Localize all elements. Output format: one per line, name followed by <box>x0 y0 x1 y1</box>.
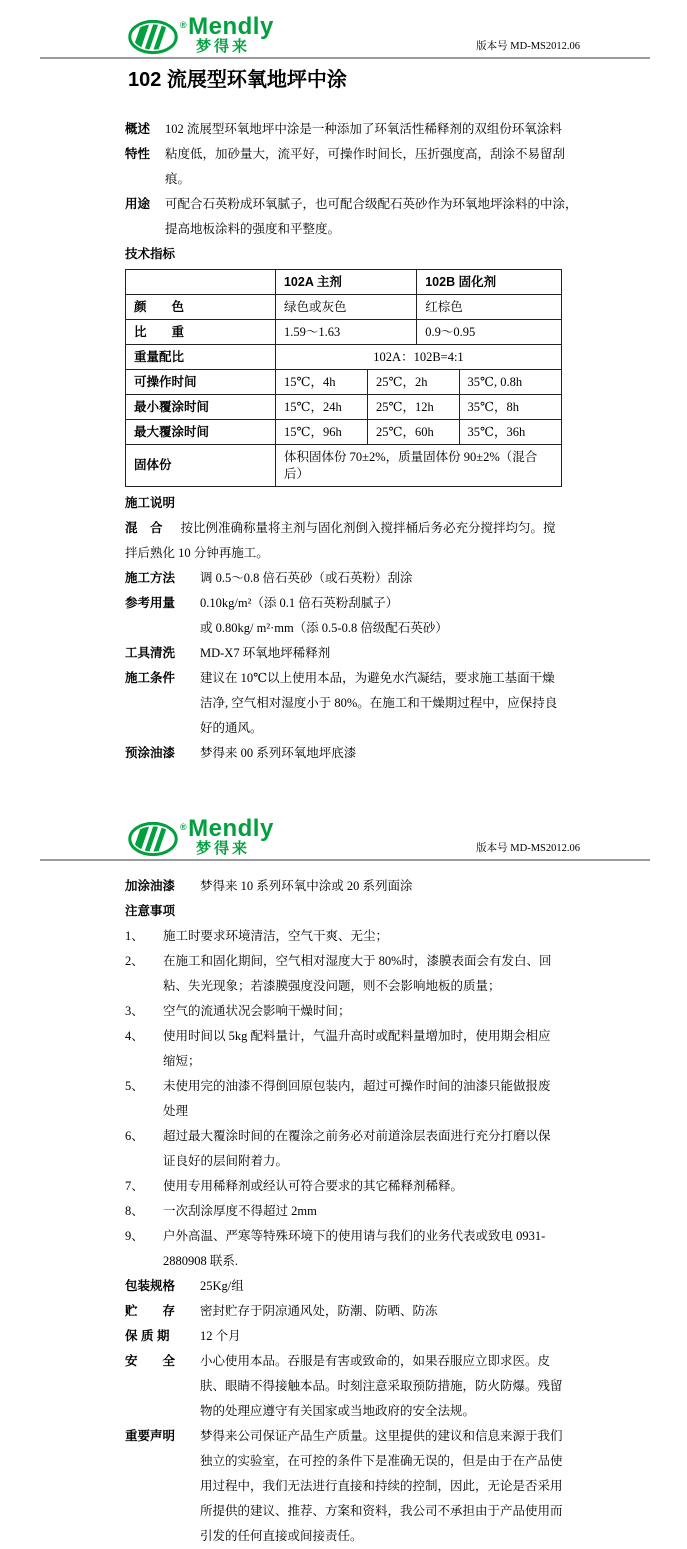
mixing-label: 混 合 <box>125 521 163 535</box>
dosage-row <box>125 591 565 641</box>
cleaning-text: MD-X7 环氧地坪稀释剂 <box>200 646 331 660</box>
mendly-logo-icon <box>128 821 178 857</box>
min-recoat-label-cell: 最小覆涂时间 <box>126 395 276 420</box>
list-item <box>125 1174 565 1199</box>
shelf-life-label: 保 质 期 <box>125 1329 170 1343</box>
method-label: 施工方法 <box>125 571 176 585</box>
color-a-cell: 绿色或灰色 <box>275 295 416 320</box>
list-item <box>125 924 565 949</box>
note-number: 9、 <box>125 1229 144 1243</box>
note-text: 户外高温、严寒等特殊环境下的使用请与我们的业务代表或致电 0931-2880908 联系. <box>163 1229 546 1268</box>
features-label: 特性 <box>125 147 151 161</box>
brand-text <box>180 815 274 858</box>
max-recoat-35c-cell: 35℃，36h <box>459 420 561 445</box>
table-row-color <box>126 295 562 320</box>
color-label-cell: 颜 色 <box>126 295 276 320</box>
list-item <box>125 949 565 999</box>
pot-life-label-cell: 可操作时间 <box>126 370 276 395</box>
note-text: 空气的流通状况会影响干燥时间； <box>163 1004 351 1018</box>
max-recoat-label-cell: 最大覆涂时间 <box>126 420 276 445</box>
note-number: 2、 <box>125 954 144 968</box>
shelf-life-row <box>125 1324 565 1349</box>
page-2-header <box>0 802 687 858</box>
method-row <box>125 566 565 591</box>
version-label: 版本号 MD-MS2012.06 <box>476 843 580 854</box>
list-item <box>125 999 565 1024</box>
min-recoat-15c-cell: 15℃，24h <box>275 395 367 420</box>
packaging-label: 包装规格 <box>125 1279 176 1293</box>
table-row-min-recoat <box>126 395 562 420</box>
max-recoat-15c-cell: 15℃，96h <box>275 420 367 445</box>
dosage-line-2: 或 0.80kg/ m²·mm（添 0.5-0.8 倍级配石英砂） <box>200 621 448 635</box>
note-text: 施工时要求环境清洁，空气干爽、无尘； <box>163 929 389 943</box>
version-label: 版本号 MD-MS2012.06 <box>476 41 580 52</box>
usage-text: 可配合石英粉成环氧腻子，也可配合级配石英砂作为环氧地坪涂料的中涂，提高地板涂料的强度和平整度。 <box>165 197 578 236</box>
list-item <box>125 1199 565 1224</box>
overview-text: 102 流展型环氧地坪中涂是一种添加了环氧活性稀释剂的双组份环氧涂料 <box>165 122 562 136</box>
note-text: 在施工和固化期间，空气相对湿度大于 80%时，漆膜表面会有发白、回粘、失光现象；若漆膜强度没问题，则不会影响地板的质量； <box>163 954 552 993</box>
primer-row <box>125 741 565 766</box>
list-item <box>125 1124 565 1174</box>
note-number: 1、 <box>125 929 144 943</box>
statement-row <box>125 1424 565 1549</box>
intro-section <box>125 117 578 242</box>
topcoat-row <box>125 874 565 899</box>
brand-text <box>180 13 274 56</box>
method-text: 调 0.5～0.8 倍石英砂（或石英粉）刮涂 <box>200 571 413 585</box>
note-text: 超过最大覆涂时间的在覆涂之前务必对前道涂层表面进行充分打磨以保证良好的层间附着力。 <box>163 1129 551 1168</box>
table-row-max-recoat <box>126 420 562 445</box>
overview-row <box>125 117 565 142</box>
header-102a-cell: 102A 主剂 <box>275 270 416 295</box>
pot-life-25c-cell: 25℃，2h <box>367 370 459 395</box>
safety-row <box>125 1349 565 1424</box>
cleaning-label: 工具清洗 <box>125 646 176 660</box>
header-102b-cell: 102B 固化剂 <box>417 270 562 295</box>
table-row-solids <box>126 445 562 487</box>
gravity-a-cell: 1.59～1.63 <box>275 320 416 345</box>
note-text: 未使用完的油漆不得倒回原包装内，超过可操作时间的油漆只能做报废处理 <box>163 1079 551 1118</box>
list-item <box>125 1224 565 1274</box>
brand-name-cn: 梦得来 <box>196 840 251 857</box>
conditions-label: 施工条件 <box>125 671 176 685</box>
registered-mark-icon: ® <box>180 20 188 30</box>
packaging-row <box>125 1274 565 1299</box>
note-text: 使用专用稀释剂或经认可符合要求的其它稀释剂稀释。 <box>163 1179 464 1193</box>
dosage-text <box>200 591 565 641</box>
storage-row <box>125 1299 565 1324</box>
cleaning-row <box>125 641 565 666</box>
table-row-gravity <box>126 320 562 345</box>
notes-list <box>125 924 565 1274</box>
list-item <box>125 1074 565 1124</box>
gravity-label-cell: 比 重 <box>126 320 276 345</box>
note-number: 4、 <box>125 1029 144 1043</box>
overview-label: 概述 <box>125 122 151 136</box>
brand-logo <box>128 13 274 56</box>
storage-label: 贮 存 <box>125 1304 176 1318</box>
table-row-pot-life <box>126 370 562 395</box>
usage-row <box>125 192 578 242</box>
color-b-cell: 红棕色 <box>417 295 562 320</box>
page-2 <box>0 802 687 1549</box>
note-number: 8、 <box>125 1204 144 1218</box>
brand-logo <box>128 815 274 858</box>
note-number: 3、 <box>125 1004 144 1018</box>
mixing-paragraph <box>125 516 565 566</box>
solids-value-cell: 体积固体份 70±2%，质量固体份 90±2%（混合后） <box>275 445 561 487</box>
registered-mark-icon: ® <box>180 822 188 832</box>
conditions-text: 建议在 10℃以上使用本品，为避免水汽凝结，要求施工基面干燥洁净, 空气相对湿度小于 80%。在施工和干燥期过程中，应保持良好的通风。 <box>200 671 558 735</box>
statement-label: 重要声明 <box>125 1429 176 1443</box>
note-number: 5、 <box>125 1079 144 1093</box>
gravity-b-cell: 0.9～0.95 <box>417 320 562 345</box>
note-text: 一次刮涂厚度不得超过 2mm <box>163 1204 317 1218</box>
solids-label-cell: 固体份 <box>126 445 276 487</box>
header-divider <box>40 859 650 861</box>
mendly-logo-icon <box>128 19 178 55</box>
usage-label: 用途 <box>125 197 151 211</box>
max-recoat-25c-cell: 25℃，60h <box>367 420 459 445</box>
mixing-text: 按比例准确称量将主剂与固化剂倒入搅拌桶后务必充分搅拌均匀。搅拌后熟化 10 分钟再施工。 <box>125 521 556 560</box>
brand-name: ®Mendly <box>180 13 274 40</box>
note-number: 7、 <box>125 1179 144 1193</box>
tech-specs-table <box>125 269 562 487</box>
packaging-text: 25Kg/组 <box>200 1279 244 1293</box>
note-number: 6、 <box>125 1129 144 1143</box>
dosage-label: 参考用量 <box>125 596 176 610</box>
features-row <box>125 142 565 192</box>
note-text: 使用时间以 5kg 配料量计，气温升高时或配料量增加时，使用期会相应缩短； <box>163 1029 551 1068</box>
pot-life-35c-cell: 35℃, 0.8h <box>459 370 561 395</box>
features-text: 粘度低，加砂量大，流平好，可操作时间长，压折强度高，刮涂不易留刮痕。 <box>165 147 566 186</box>
min-recoat-35c-cell: 35℃，8h <box>459 395 561 420</box>
page-title: 102 流展型环氧地坪中涂 <box>128 69 347 91</box>
primer-label: 预涂油漆 <box>125 746 176 760</box>
table-row-ratio <box>126 345 562 370</box>
min-recoat-25c-cell: 25℃，12h <box>367 395 459 420</box>
table-row-header <box>126 270 562 295</box>
statement-text: 梦得来公司保证产品生产质量。这里提供的建议和信息来源于我们独立的实验室，在可控的条件下是准确无误的，但是由于在产品使用过程中，我们无法进行直接和持续的控制，因此，无论是否采用所提供的建议、推荐、方案和资料，我公司不承担由于产品使用而引发的任何直接或间接责任。 <box>200 1429 563 1543</box>
conditions-row <box>125 666 565 741</box>
header-divider <box>40 57 650 59</box>
construction-heading: 施工说明 <box>125 496 176 510</box>
storage-text: 密封贮存于阴凉通风处，防潮、防晒、防冻 <box>200 1304 438 1318</box>
safety-text: 小心使用本品。吞服是有害或致命的，如果吞服应立即求医。皮肤、眼睛不得接触本品。时刻注意采取预防措施，防火防爆。残留物的处理应遵守有关国家或当地政府的安全法规。 <box>200 1354 563 1418</box>
brand-name-cn: 梦得来 <box>196 38 251 55</box>
notes-heading: 注意事项 <box>125 904 176 918</box>
shelf-life-text: 12 个月 <box>200 1329 241 1343</box>
list-item <box>125 1024 565 1074</box>
ratio-label-cell: 重量配比 <box>126 345 276 370</box>
dosage-line-1: 0.10kg/m²（添 0.1 倍石英粉刮腻子） <box>200 596 399 610</box>
topcoat-label: 加涂油漆 <box>125 879 176 893</box>
tech-specs-heading: 技术指标 <box>125 247 176 261</box>
ratio-value-cell: 102A：102B=4:1 <box>275 345 561 370</box>
header-empty-cell <box>126 270 276 295</box>
pot-life-15c-cell: 15℃，4h <box>275 370 367 395</box>
safety-label: 安 全 <box>125 1354 176 1368</box>
primer-text: 梦得来 00 系列环氧地坪底漆 <box>200 746 357 760</box>
brand-name: ®Mendly <box>180 815 274 842</box>
page-1-header <box>0 0 687 56</box>
topcoat-text: 梦得来 10 系列环氧中涂或 20 系列面涂 <box>200 879 413 893</box>
